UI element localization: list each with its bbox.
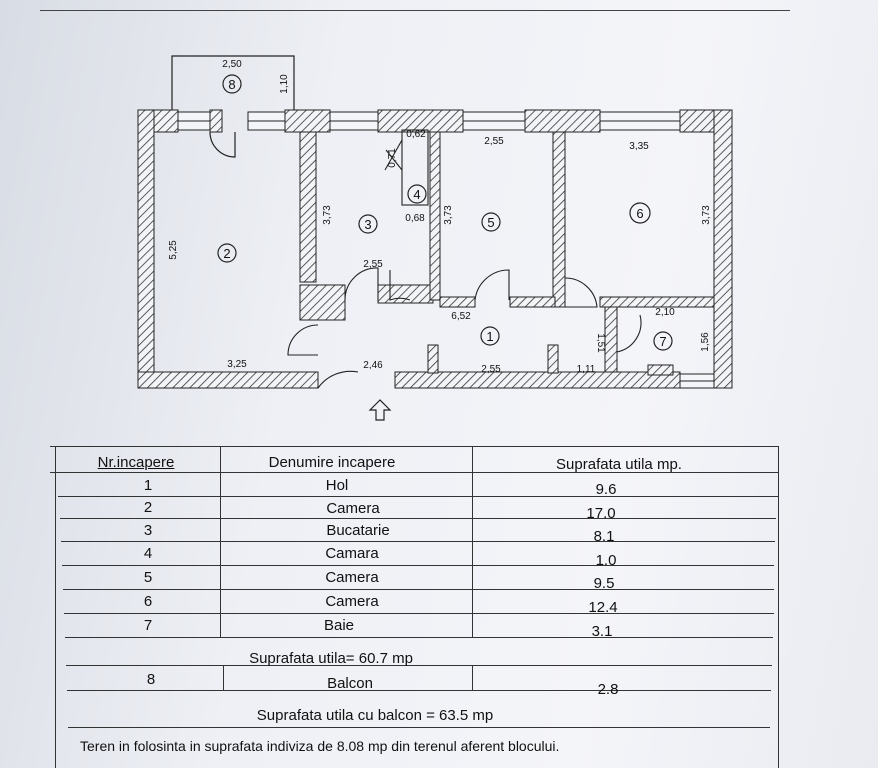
dim-hall-right: 1,11 (576, 364, 596, 375)
row-5-name: Camera (325, 569, 379, 586)
row-6-area: 12.4 (588, 599, 618, 616)
room-number-2: 2 (223, 246, 231, 261)
row-2-area: 17.0 (586, 505, 616, 522)
header-nr: Nr.incapere (97, 454, 175, 471)
room-number-4: 4 (413, 187, 421, 202)
dim-balcony-width: 2,50 (222, 59, 242, 70)
dim-balcony-depth: 1,10 (279, 74, 290, 94)
row-2-name: Camera (326, 500, 380, 517)
room-number-1: 1 (486, 329, 494, 344)
row-4-nr: 4 (143, 545, 153, 562)
dim-closet-width: 0,68 (405, 213, 425, 224)
dim-hall-length: 6,52 (451, 311, 471, 322)
dim-room6-height: 3,73 (701, 205, 712, 225)
row-4-area: 1.0 (595, 552, 617, 569)
room-number-3: 3 (364, 217, 372, 232)
dim-room2-width: 3,25 (227, 359, 247, 370)
row-1-area: 9.6 (595, 481, 617, 498)
row-1-nr: 1 (143, 477, 153, 494)
row-7-nr: 7 (143, 617, 153, 634)
dim-room5-height: 3,73 (443, 205, 454, 225)
row-3-area: 8.1 (593, 528, 615, 545)
total-label: Suprafata utila cu balcon = 63.5 mp (256, 707, 494, 724)
row-7-name: Baie (323, 617, 355, 634)
dim-bath-side: 1,51 (595, 333, 606, 353)
dim-closet-side: 0,71 (387, 148, 398, 168)
dim-room3-width: 2,55 (363, 259, 383, 270)
row-8-name: Balcon (327, 675, 373, 692)
row-1-name: Hol (325, 477, 349, 494)
header-name: Denumire incapere (268, 454, 396, 471)
row-3-nr: 3 (143, 522, 153, 539)
footer-note: Teren in folosinta in suprafata indiviza de 8.08 mp din terenul aferent blocului. (80, 738, 560, 754)
dim-bath-height: 1,56 (700, 332, 711, 352)
subtotal-label: Suprafata utila= 60.7 mp (249, 650, 413, 667)
row-8-area: 2.8 (597, 681, 619, 698)
row-3-name: Bucatarie (326, 522, 390, 539)
dim-entry-width: 2,46 (363, 360, 383, 371)
row-8-nr: 8 (146, 671, 156, 688)
row-7-area: 3.1 (591, 623, 613, 640)
room-number-8: 8 (228, 77, 236, 92)
room-number-7: 7 (659, 334, 667, 349)
dim-bath-top: 2,10 (655, 307, 675, 318)
dim-room2-height: 5,25 (168, 240, 179, 260)
row-2-nr: 2 (143, 499, 153, 516)
row-5-area: 9.5 (593, 575, 615, 592)
row-6-name: Camera (325, 593, 379, 610)
header-area: Suprafata utila mp. (556, 456, 682, 473)
dim-closet-top: 0,62 (406, 129, 426, 140)
room-number-6: 6 (636, 206, 644, 221)
dim-room5-top: 2,55 (484, 136, 504, 147)
dim-room6-top: 3,35 (629, 141, 649, 152)
dim-hall-bottom: 2,55 (481, 364, 501, 375)
room-number-5: 5 (487, 215, 495, 230)
row-5-nr: 5 (143, 569, 153, 586)
row-4-name: Camara (325, 545, 379, 562)
row-6-nr: 6 (143, 593, 153, 610)
dim-room3-height: 3,73 (322, 205, 333, 225)
